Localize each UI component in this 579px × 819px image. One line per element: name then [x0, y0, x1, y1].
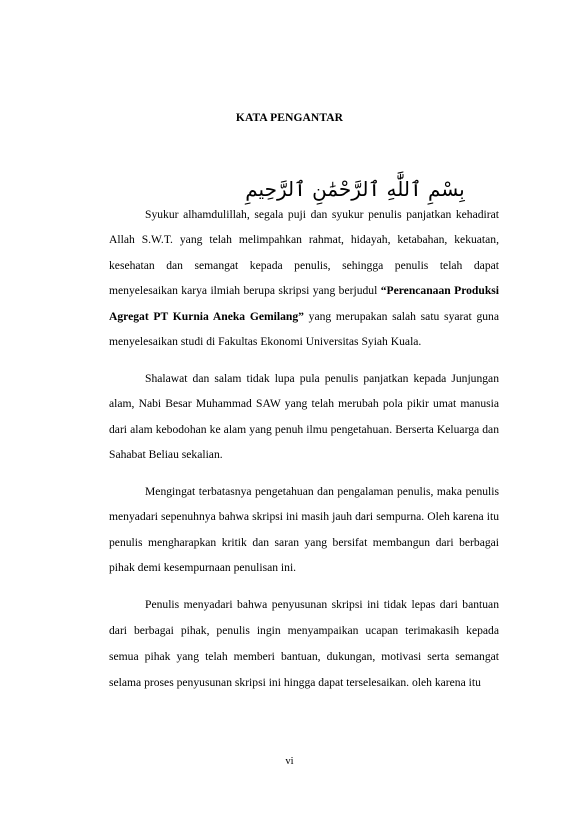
- paragraph-3-text: Mengingat terbatasnya pengetahuan dan pengalaman penulis, maka penulis menyadari sepenuhnya bahwa skripsi ini masih jauh dari sempurna. Oleh karena itu penulis mengharapkan kritik dan saran yang bersifat membangun dari berbagai pihak demi kesempurnaan penulisan ini.: [109, 485, 499, 575]
- basmala-text: بِسْمِ ٱللَّٰهِ ٱلرَّحْمَٰنِ ٱلرَّحِيمِ: [245, 177, 465, 201]
- page-title: KATA PENGANTAR: [235, 112, 344, 124]
- paragraph-3: [109, 479, 499, 581]
- paragraph-4-text: Penulis menyadari bahwa penyusunan skripsi ini tidak lepas dari bantuan dari berbagai pihak, penulis ingin menyampaikan ucapan terimakasih kepada semua pihak yang telah memberi bantuan, dukungan, motivasi serta semangat selama proses penyusunan skripsi ini hingga dapat terselesaikan. oleh karena itu: [109, 598, 499, 689]
- page-number: vi: [285, 756, 294, 767]
- thesis-title: “Perencanaan Produksi Agregat PT Kurnia Aneka Gemilang”: [109, 284, 499, 323]
- paragraph-1: [109, 202, 499, 354]
- paragraph-2: [109, 366, 499, 468]
- paragraph-4: [109, 592, 499, 696]
- paragraph-1-text: Syukur alhamdulillah, segala puji dan syukur penulis panjatkan kehadirat Allah S.W.T. yang telah melimpahkan rahmat, hidayah, ketabahan, kekuatan, kesehatan dan semangat kepada penulis, sehingga penulis telah dapat menyelesaikan karya ilmiah berupa skripsi yang berjudul: [109, 208, 499, 298]
- paragraph-2-text: Shalawat dan salam tidak lupa pula penulis panjatkan kepada Junjungan alam, Nabi Besar Muhammad SAW yang telah merubah pola pikir umat manusia dari alam kebodohan ke alam yang penuh ilmu pengetahuan. Berserta Keluarga dan Sahabat Beliau sekalian.: [109, 372, 499, 462]
- paragraph-1-text-end: yang merupakan salah satu syarat guna menyelesaikan studi di Fakultas Ekonomi Universitas Syiah Kuala.: [109, 309, 499, 349]
